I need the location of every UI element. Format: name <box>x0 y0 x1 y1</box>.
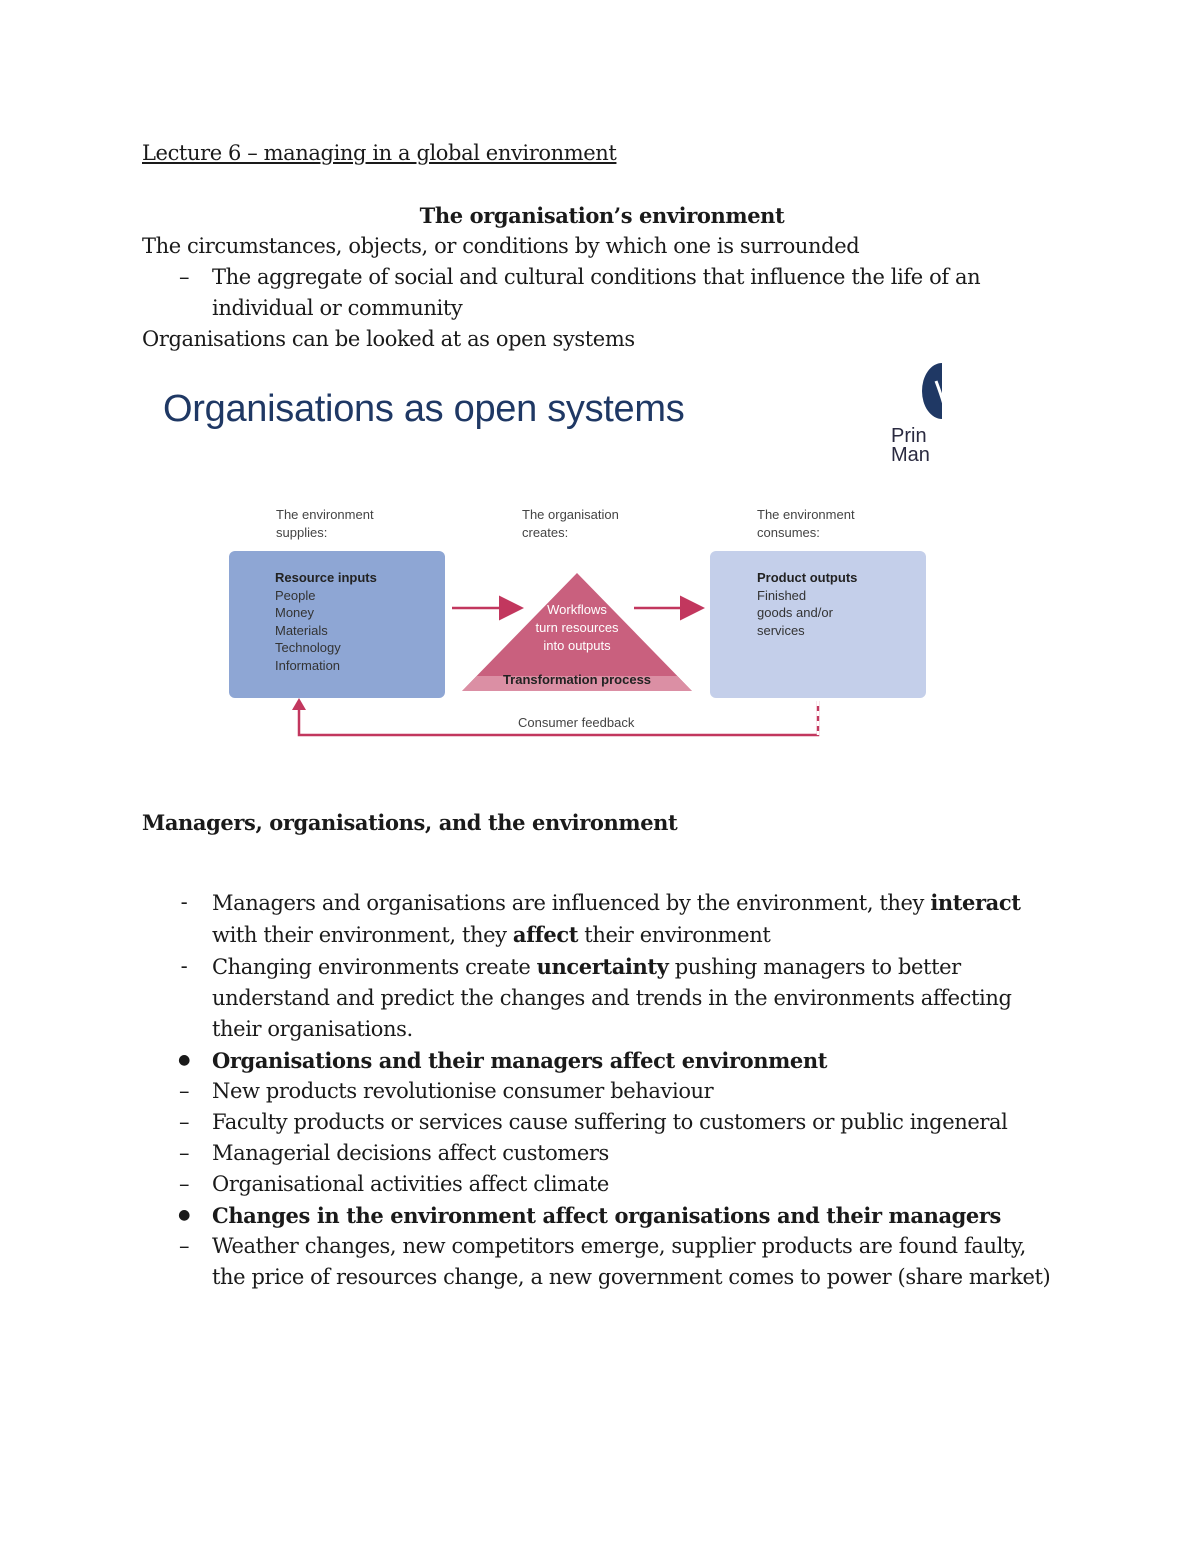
transformation-process <box>457 573 697 693</box>
input-item: Money <box>275 605 315 620</box>
lecture-title: Lecture 6 – managing in a global environment <box>142 141 617 165</box>
transformation-line: Workflows <box>547 602 607 617</box>
list-text: with their environment, they <box>212 922 513 947</box>
open-systems-line: Organisations can be looked at as open systems <box>142 327 635 351</box>
managers-list <box>142 887 1062 1293</box>
list-item <box>142 1169 1062 1200</box>
list-text: Weather changes, new competitors emerge, supplier products are found faulty, the price of resources change, a new government comes to power (share market) <box>212 1233 1051 1289</box>
document-page <box>142 138 1062 355</box>
definition-text: The circumstances, objects, or conditions by which one is surrounded <box>142 234 860 258</box>
output-item: Finished <box>757 587 807 603</box>
feedback-arrowhead-icon <box>292 698 306 710</box>
definition-sublist <box>142 262 1062 324</box>
list-item <box>142 1200 1062 1231</box>
section-heading-environment: The organisation’s environment <box>419 203 785 228</box>
transformation-line: into outputs <box>543 638 611 653</box>
list-text: New products revolutionise consumer behaviour <box>212 1078 714 1103</box>
emphasis-text: interact <box>930 889 1021 915</box>
caption-creates: The organisation creates: <box>522 507 619 540</box>
dash-marker: – <box>178 1140 190 1165</box>
hyphen-marker: - <box>180 953 188 978</box>
transformation-description <box>457 601 697 655</box>
inputs-heading: Resource inputs <box>275 570 377 585</box>
list-text: Organisations and their managers affect environment <box>212 1047 828 1073</box>
input-item: People <box>275 587 316 603</box>
list-text: pushing managers to better understand and predict the changes and trends in the environments affecting their organisations. <box>212 954 1012 1041</box>
output-item: services <box>757 622 805 638</box>
book-line-2: Man <box>891 444 930 465</box>
emphasis-text: affect <box>512 921 579 947</box>
list-item <box>142 887 1062 951</box>
hyphen-marker: - <box>180 889 188 914</box>
list-item <box>142 1045 1062 1076</box>
list-item-text: The aggregate of social and cultural conditions that influence the life of an individual or community <box>212 265 981 320</box>
document-lower-section <box>142 790 1062 1293</box>
emphasis-text: uncertainty <box>536 953 669 979</box>
dash-marker: – <box>178 1171 190 1196</box>
input-item: Technology <box>275 640 341 655</box>
bullet-marker: ● <box>178 1051 190 1068</box>
outputs-heading: Product outputs <box>757 570 858 585</box>
product-outputs-box <box>710 551 926 698</box>
dash-marker: – <box>178 1078 190 1103</box>
input-item: Information <box>275 657 341 673</box>
list-item <box>142 262 1062 324</box>
list-text: Managerial decisions affect customers <box>212 1140 609 1165</box>
dash-marker: – <box>178 265 190 289</box>
slide-title: Organisations as open systems <box>163 388 685 430</box>
list-text: Changing environments create <box>212 954 537 979</box>
list-text: Changes in the environment affect organisations and their managers <box>212 1202 1001 1228</box>
output-item: goods and/or <box>757 605 833 620</box>
transformation-line: turn resources <box>535 620 619 635</box>
transformation-label: Transformation process <box>502 672 652 687</box>
list-text: Faculty products or services cause suffering to customers or public ingeneral <box>212 1109 1008 1134</box>
list-text: Managers and organisations are influenced by the environment, they <box>212 890 931 915</box>
consumer-feedback-label: Consumer feedback <box>518 715 635 730</box>
open-systems-slide-image <box>142 358 942 758</box>
caption-consumes: The environment consumes: <box>757 507 855 540</box>
caption-supplies: The environment supplies: <box>276 507 374 540</box>
list-text: Organisational activities affect climate <box>212 1171 609 1196</box>
list-text: their environment <box>578 922 771 947</box>
book-line-1: Prin <box>891 427 927 447</box>
list-item <box>142 1138 1062 1169</box>
section-heading-managers: Managers, organisations, and the environment <box>142 810 678 836</box>
dash-marker: – <box>178 1109 190 1134</box>
input-item: Materials <box>275 622 328 638</box>
resource-inputs-box <box>229 551 445 698</box>
list-item <box>142 1107 1062 1138</box>
list-item <box>142 1231 1062 1293</box>
dash-marker: – <box>178 1233 190 1258</box>
bullet-marker: ● <box>178 1206 190 1223</box>
list-item <box>142 951 1062 1045</box>
list-item <box>142 1076 1062 1107</box>
